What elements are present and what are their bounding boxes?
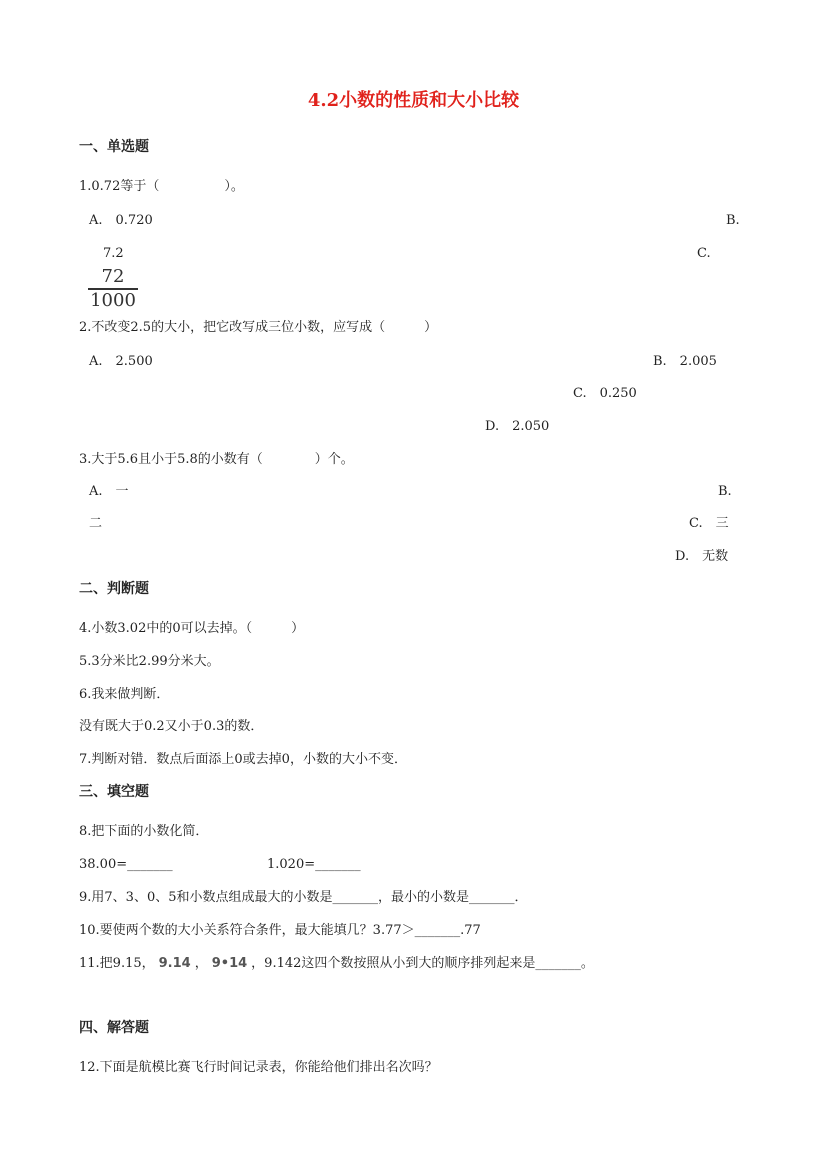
question-6: 6.我来做判断． <box>79 687 170 702</box>
question-10: 10.要使两个数的大小关系符合条件，最大能填几？3.77＞_______.77 <box>79 923 481 938</box>
fraction-denominator: 1000 <box>90 289 136 311</box>
question-8-blank-right: 1.020=_______ <box>267 857 361 872</box>
question-1-option-b-value: 7.2 <box>103 246 124 261</box>
question-12: 12.下面是航模比赛飞行时间记录表，你能给他们排出名次吗？ <box>79 1060 438 1075</box>
question-9: 9.用7、3、0、5和小数点组成最大的小数是_______，最小的小数是_______． <box>79 890 528 905</box>
repeating-decimal-figure-2 <box>212 957 247 970</box>
question-3-option-d: D. 无数 <box>675 549 729 564</box>
question-1-option-c-label: C. <box>697 246 711 261</box>
question-4: 4.小数3.02中的0可以去掉。（ ） <box>79 621 305 636</box>
question-2-stem: 2.不改变2.5的大小，把它改写成三位小数，应写成（ ） <box>79 320 438 335</box>
question-3-option-b-label: B. <box>718 484 732 499</box>
question-7: 7.判断对错．数点后面添上0或去掉0，小数的大小不变． <box>79 752 407 767</box>
section-heading-answer: 四、解答题 <box>79 1020 149 1036</box>
question-1-option-b-label: B. <box>726 213 740 228</box>
question-11-separator: ， <box>194 956 208 971</box>
figure-1-text: 9.14 <box>158 956 191 971</box>
repeating-decimal-figure-1 <box>159 957 191 970</box>
question-2-option-b: B. 2.005 <box>653 354 717 369</box>
section-heading-single-choice: 一、单选题 <box>79 139 149 155</box>
question-1-option-c-fraction <box>86 268 140 310</box>
question-8-blank-left: 38.00=_______ <box>79 857 173 872</box>
figure-2-dot: • <box>220 956 230 971</box>
question-1-option-a: A. 0.720 <box>89 213 153 228</box>
question-8-stem: 8.把下面的小数化简． <box>79 824 209 839</box>
section-heading-true-false: 二、判断题 <box>79 581 149 597</box>
question-3-stem: 3.大于5.6且小于5.8的小数有（ ）个。 <box>79 452 354 467</box>
question-2-option-a: A. 2.500 <box>89 354 153 369</box>
question-3-option-a: A. 一 <box>89 484 129 499</box>
figure-2-integer: 9 <box>211 956 221 971</box>
page-title: 4.2小数的性质和大小比较 <box>307 90 520 111</box>
question-2-option-d: D. 2.050 <box>485 419 550 434</box>
question-11-suffix: ，9.142这四个数按照从小到大的顺序排列起来是_______。 <box>251 956 594 971</box>
fraction-numerator: 72 <box>101 266 125 287</box>
question-6-statement: 没有既大于0.2又小于0.3的数． <box>79 719 264 734</box>
question-11 <box>79 957 594 970</box>
question-5: 5.3分米比2.99分米大。 <box>79 654 220 669</box>
section-heading-fill-blank: 三、填空题 <box>79 784 149 800</box>
question-3-option-c: C. 三 <box>689 516 729 531</box>
question-1-stem: 1.0.72等于（ ）。 <box>79 179 244 194</box>
question-3-option-b-value: 二 <box>89 516 103 531</box>
figure-2-decimals: 14 <box>229 956 248 971</box>
question-11-prefix: 11.把9.15， <box>79 956 155 971</box>
question-2-option-c: C. 0.250 <box>573 386 637 401</box>
